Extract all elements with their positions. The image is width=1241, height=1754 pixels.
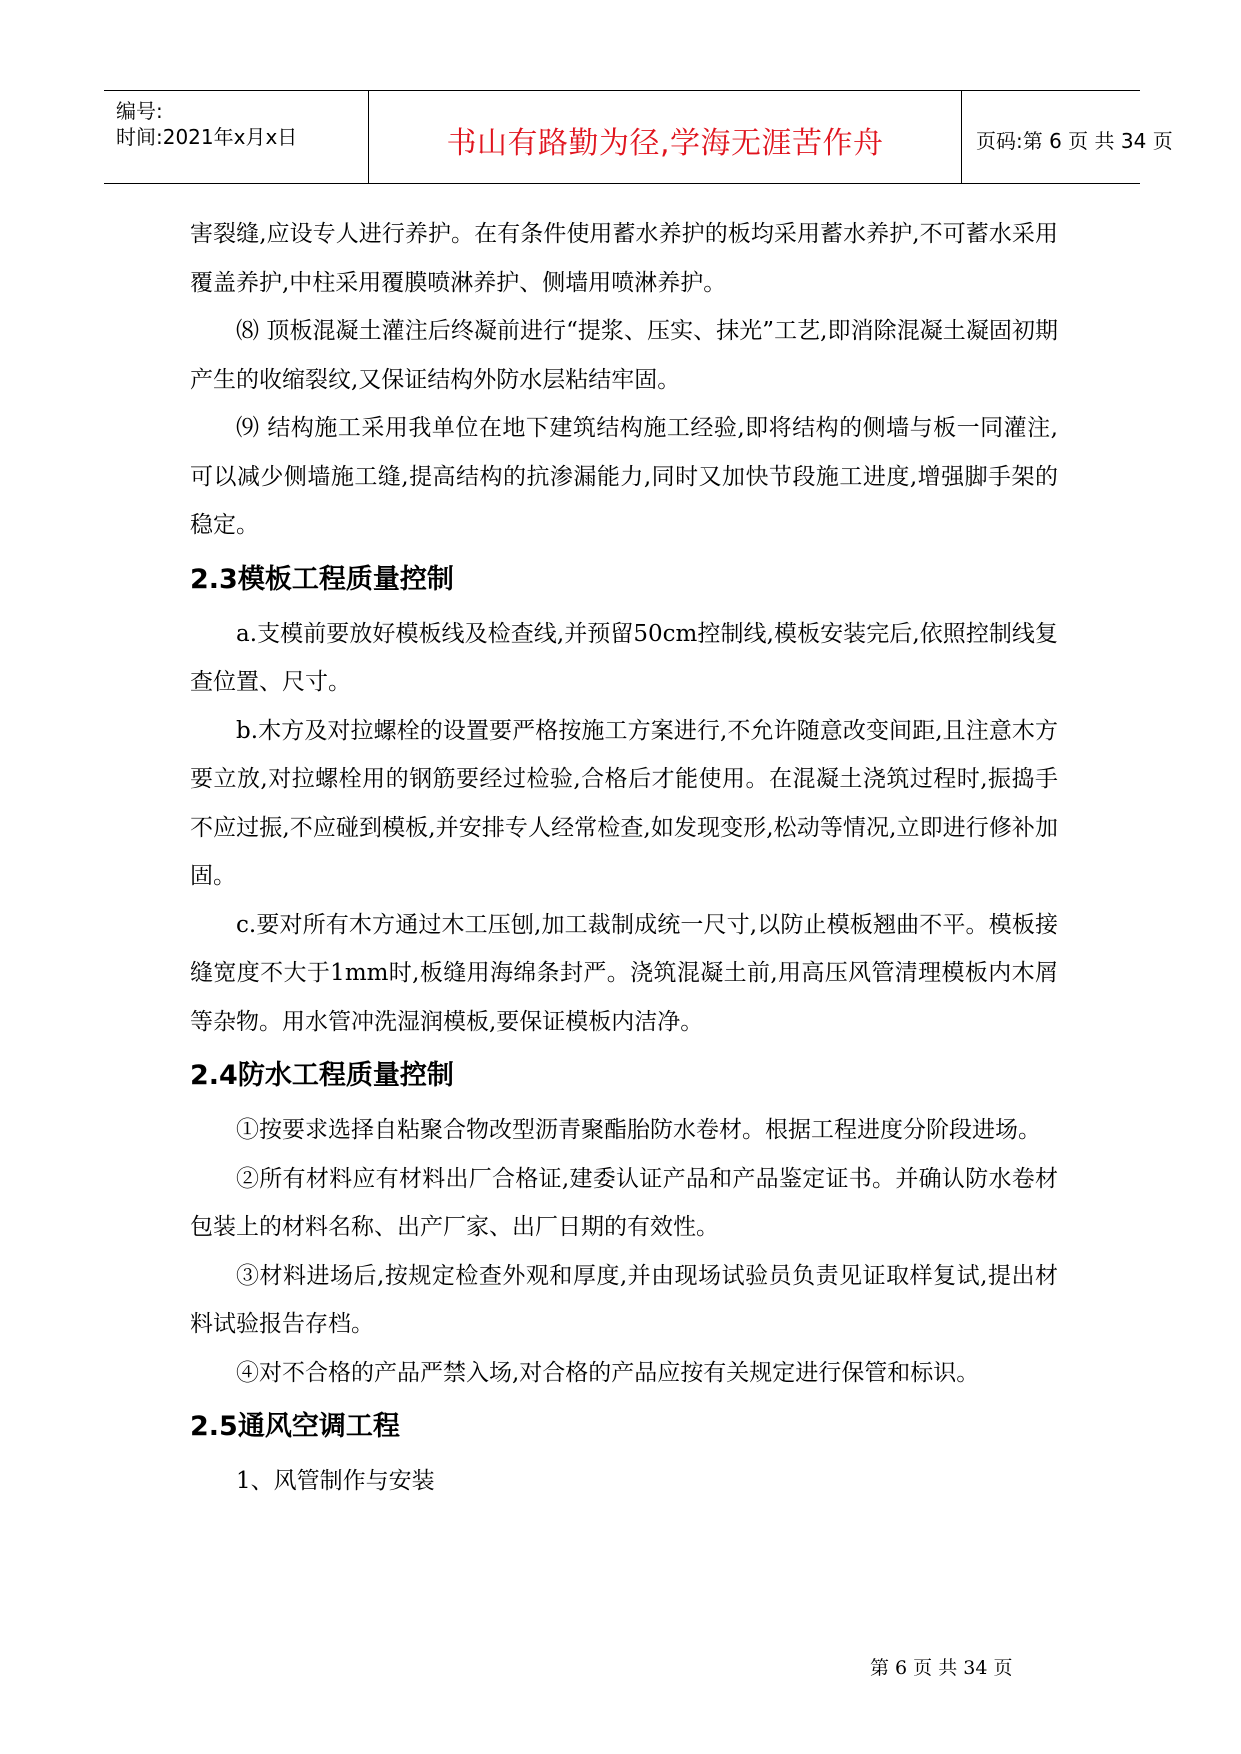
- document-number-label: 编号:: [116, 99, 163, 123]
- paragraph-waterproof-4: ④对不合格的产品严禁入场,对合格的产品应按有关规定进行保管和标识。: [236, 1359, 980, 1386]
- header-page-cell: [962, 91, 1173, 183]
- section-heading-2-4: 2.4防水工程质量控制: [190, 1060, 454, 1091]
- page-header: [104, 90, 1173, 184]
- document-body: [190, 210, 1058, 1506]
- document-time-label: 时间:2021年x月x日: [116, 125, 298, 149]
- paragraph-waterproof-1: ①按要求选择自粘聚合物改型沥青聚酯胎防水卷材。根据工程进度分阶段进场。: [236, 1117, 1041, 1143]
- header-motto: 书山有路勤为径,学海无涯苦作舟: [446, 126, 884, 161]
- section-heading-2-3: 2.3模板工程质量控制: [190, 563, 454, 595]
- header-page-number: 页码:第 6 页 共 34 页: [976, 129, 1173, 153]
- paragraph-item-9: ⑼ 结构施工采用我单位在地下建筑结构施工经验,即将结构的侧墙与板一同灌注,可以减少侧墙施工缝,提高结构的抗渗漏能力,同时又加快节段施工进度,增强脚手架的稳定。: [190, 415, 1058, 538]
- header-meta-cell: [104, 91, 369, 183]
- section-heading-2-5: 2.5通风空调工程: [190, 1411, 400, 1442]
- paragraph-waterproof-2: ②所有材料应有材料出厂合格证,建委认证产品和产品鉴定证书。并确认防水卷材包装上的材料名称、出产厂家、出厂日期的有效性。: [190, 1165, 1058, 1240]
- paragraph-formwork-b: b.木方及对拉螺栓的设置要严格按施工方案进行,不允许随意改变间距,且注意木方要立放,对拉螺栓用的钢筋要经过检验,合格后才能使用。在混凝土浇筑过程时,振捣手不应过振,不应碰到模板,并安排专人经常检查,如发现变形,松动等情况,立即进行修补加固。: [190, 717, 1058, 889]
- paragraph-waterproof-3: ③材料进场后,按规定检查外观和厚度,并由现场试验员负责见证取样复试,提出材料试验报告存档。: [190, 1262, 1058, 1337]
- header-motto-cell: [369, 91, 962, 183]
- paragraph-item-8: ⑻ 顶板混凝土灌注后终凝前进行“提浆、压实、抹光”工艺,即消除混凝土凝固初期产生的收缩裂纹,又保证结构外防水层粘结牢固。: [190, 318, 1058, 393]
- page-footer-number: 第 6 页 共 34 页: [870, 1657, 1013, 1679]
- paragraph-formwork-a: a.支模前要放好模板线及检查线,并预留50cm控制线,模板安装完后,依照控制线复查位置、尺寸。: [190, 620, 1058, 695]
- paragraph-duct-fabrication: 1、风管制作与安装: [236, 1468, 435, 1494]
- paragraph-curing: 害裂缝,应设专人进行养护。在有条件使用蓄水养护的板均采用蓄水养护,不可蓄水采用覆盖养护,中柱采用覆膜喷淋养护、侧墙用喷淋养护。: [190, 221, 1058, 296]
- paragraph-formwork-c: c.要对所有木方通过木工压刨,加工裁制成统一尺寸,以防止模板翘曲不平。模板接缝宽度不大于1mm时,板缝用海绵条封严。浇筑混凝土前,用高压风管清理模板内木屑等杂物。用水管冲洗湿润模板,要保证模板内洁净。: [190, 911, 1058, 1035]
